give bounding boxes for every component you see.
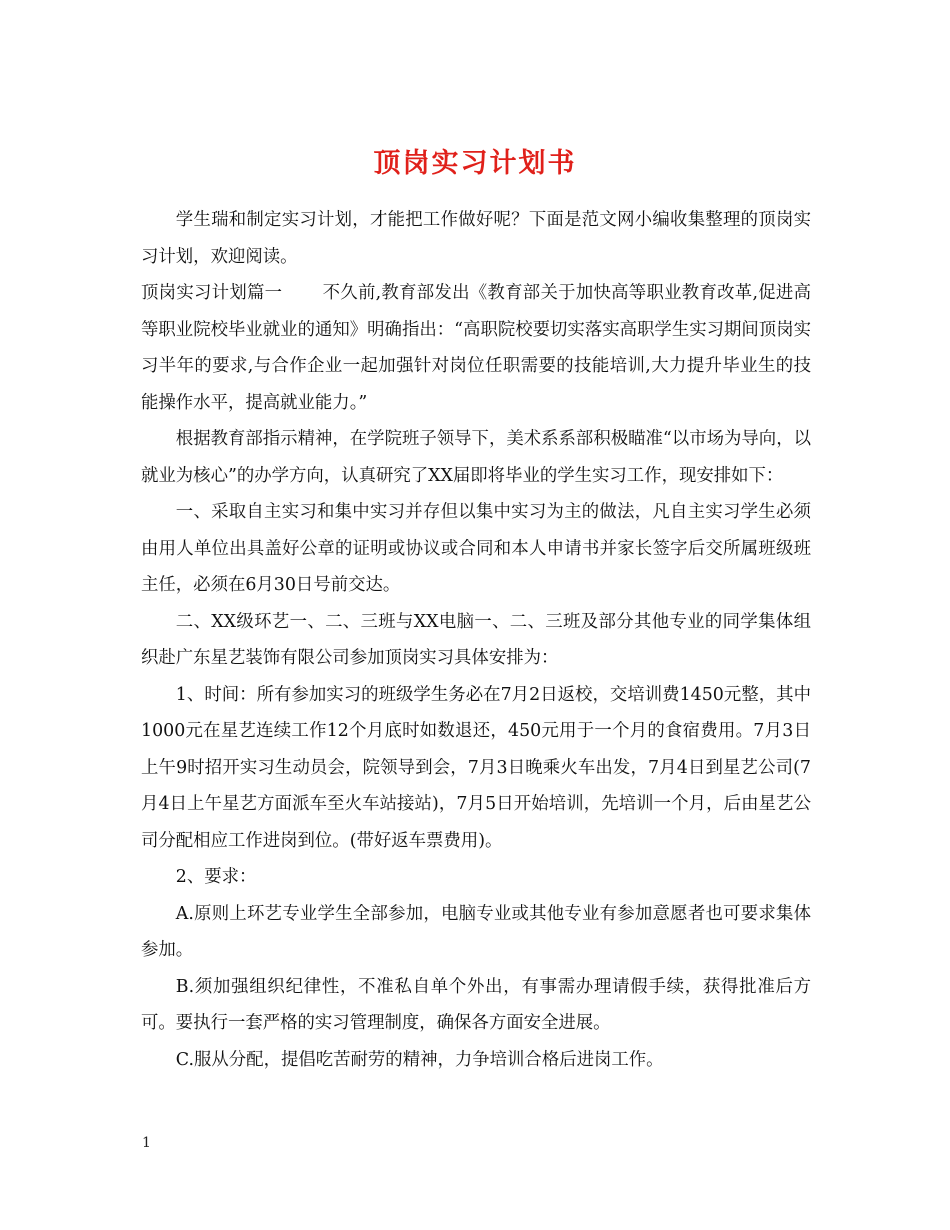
paragraph-intro: 学生瑞和制定实习计划，才能把工作做好呢？下面是范文网小编收集整理的顶岗实习计划，欢迎阅读。 [141, 210, 811, 267]
page-number: 1 [142, 1135, 151, 1151]
paragraph-time: 1、时间：所有参加实习的班级学生务必在7月2日返校，交培训费1450元整，其中1000元在星艺连续工作12个月底时如数退还，450元用于一个月的食宿费用。7月3日上午9时招开实习生动员会，院领导到会，7月3日晚乘火车出发，7月4日到星艺公司(7月4日上午星艺方面派车至火车站接站)，7月5日开始培训，先培训一个月，后由星艺公司分配相应工作进岗到位。(带好返车票费用)。 [141, 684, 811, 851]
paragraph-requirements-heading: 2、要求： [175, 867, 257, 887]
paragraph-requirement-b: B.须加强组织纪律性，不准私自单个外出，有事需办理请假手续，获得批准后方可。要执行一套严格的实习管理制度，确保各方面安全进展。 [141, 976, 811, 1033]
document-body [141, 202, 811, 1078]
section-text: 不久前,教育部发出《教育部关于加快高等职业教育改革,促进高等职业院校毕业就业的通知》明确指出：“高职院校要切实落实高职学生实习期间顶岗实习半年的要求,与合作企业一起加强针对岗位任职需要的技能培训,大力提升毕业生的技能操作水平，提高就业能力。” [141, 283, 811, 413]
paragraph-item-two: 二、XX级环艺一、二、三班与XX电脑一、二、三班及部分其他专业的同学集体组织赴广东星艺装饰有限公司参加顶岗实习具体安排为： [141, 611, 811, 668]
section-label: 顶岗实习计划篇一 [141, 283, 283, 303]
paragraph-section-one [141, 275, 811, 421]
document-title: 顶岗实习计划书 [373, 148, 577, 180]
paragraph-requirement-a: A.原则上环艺专业学生全部参加，电脑专业或其他专业有参加意愿者也可要求集体参加。 [141, 903, 811, 960]
paragraph-item-one: 一、采取自主实习和集中实习并存但以集中实习为主的做法，凡自主实习学生必须由用人单位出具盖好公章的证明或协议或合同和本人申请书并家长签字后交所属班级班主任，必须在6月30日号前交达。 [141, 502, 811, 595]
paragraph-guidance: 根据教育部指示精神，在学院班子领导下，美术系系部积极瞄准“以市场为导向，以就业为核心”的办学方向，认真研究了XX届即将毕业的学生实习工作，现安排如下： [141, 429, 811, 486]
paragraph-requirement-c: C.服从分配，提倡吃苦耐劳的精神，力争培训合格后进岗工作。 [175, 1049, 664, 1070]
